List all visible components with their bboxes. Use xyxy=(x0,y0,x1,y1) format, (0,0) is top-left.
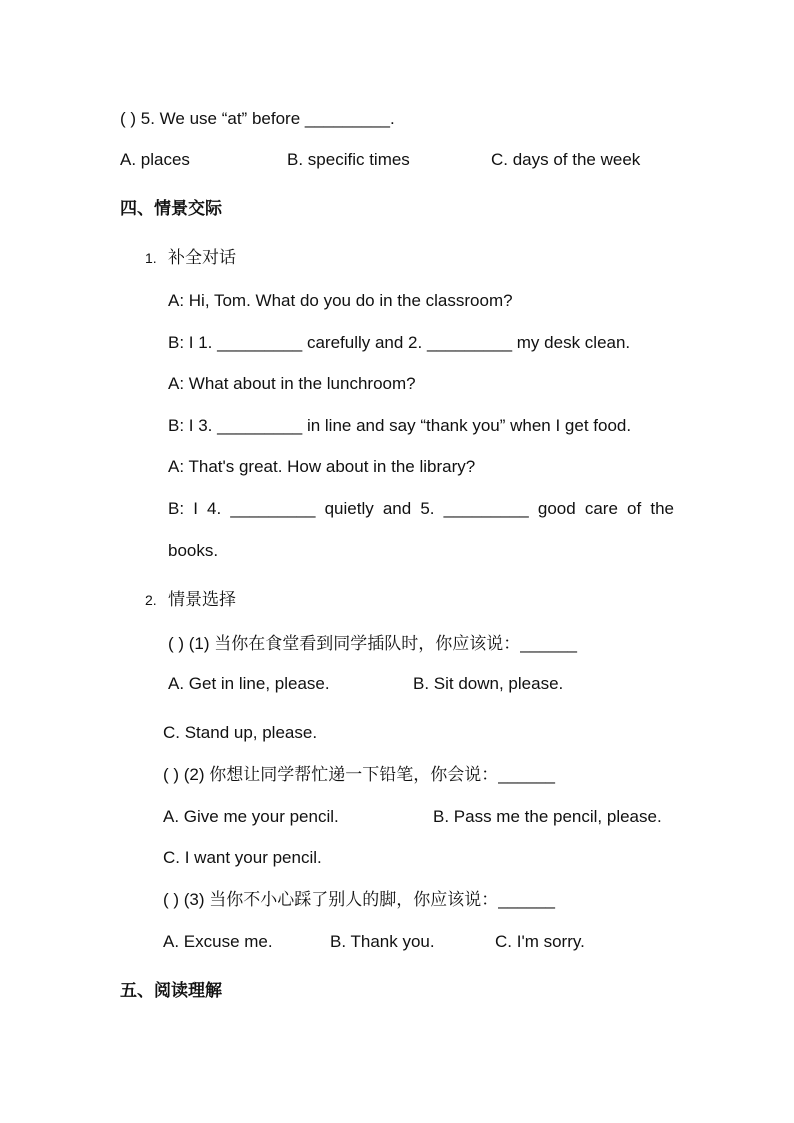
dialogue-line-1: A: Hi, Tom. What do you do in the classroom? xyxy=(168,291,513,310)
dialogue-line-4: B: I 3. _________ in line and say “thank you” when I get food. xyxy=(168,416,632,435)
part-2-title: 情景选择 xyxy=(168,590,236,609)
scenario-2-option-a: A. Give me your pencil. xyxy=(163,807,339,826)
word: and xyxy=(382,499,412,518)
question-5-stem: ( ) 5. We use “at” before _________. xyxy=(120,109,395,128)
word: 4. xyxy=(207,499,222,518)
scenario-1-option-a: A. Get in line, please. xyxy=(168,674,330,693)
q5-option-b: B. specific times xyxy=(287,150,410,169)
scenario-1-option-c: C. Stand up, please. xyxy=(163,723,318,742)
word: _________ xyxy=(443,499,529,518)
scenario-2-stem: ( ) (2) 你想让同学帮忙递一下铅笔，你会说：______ xyxy=(163,765,555,784)
word: care xyxy=(584,499,618,518)
scenario-2-option-c: C. I want your pencil. xyxy=(163,848,322,867)
scenario-3-option-a: A. Excuse me. xyxy=(163,932,273,951)
dialogue-line-3: A: What about in the lunchroom? xyxy=(168,374,416,393)
scenario-3-option-b: B. Thank you. xyxy=(330,932,435,951)
section-4-title: 四、情景交际 xyxy=(120,199,222,218)
scenario-3-option-c: C. I'm sorry. xyxy=(495,932,585,951)
word: I xyxy=(193,499,198,518)
word: 5. xyxy=(420,499,435,518)
q5-option-a: A. places xyxy=(120,150,190,169)
scenario-1-option-b: B. Sit down, please. xyxy=(413,674,564,693)
section-5-title: 五、阅读理解 xyxy=(120,981,222,1000)
word: of xyxy=(627,499,642,518)
part-1-title: 补全对话 xyxy=(168,248,236,267)
part-2-number: 2. xyxy=(145,592,157,608)
word: quietly xyxy=(324,499,374,518)
q5-option-c: C. days of the week xyxy=(491,150,641,169)
dialogue-line-6-continued: books. xyxy=(168,541,219,560)
scenario-2-option-b: B. Pass me the pencil, please. xyxy=(433,807,662,826)
dialogue-line-2: B: I 1. _________ carefully and 2. _________ my desk clean. xyxy=(168,333,631,352)
part-1-number: 1. xyxy=(145,250,157,266)
word: B: xyxy=(168,499,185,518)
dialogue-line-5: A: That's great. How about in the library? xyxy=(168,457,476,476)
scenario-3-stem: ( ) (3) 当你不小心踩了别人的脚，你应该说：______ xyxy=(163,890,555,909)
scenario-1-stem: ( ) (1) 当你在食堂看到同学插队时，你应该说：______ xyxy=(168,634,577,653)
dialogue-line-6 xyxy=(168,498,674,520)
word: the xyxy=(650,499,674,518)
word: good xyxy=(537,499,576,518)
word: _________ xyxy=(230,499,316,518)
